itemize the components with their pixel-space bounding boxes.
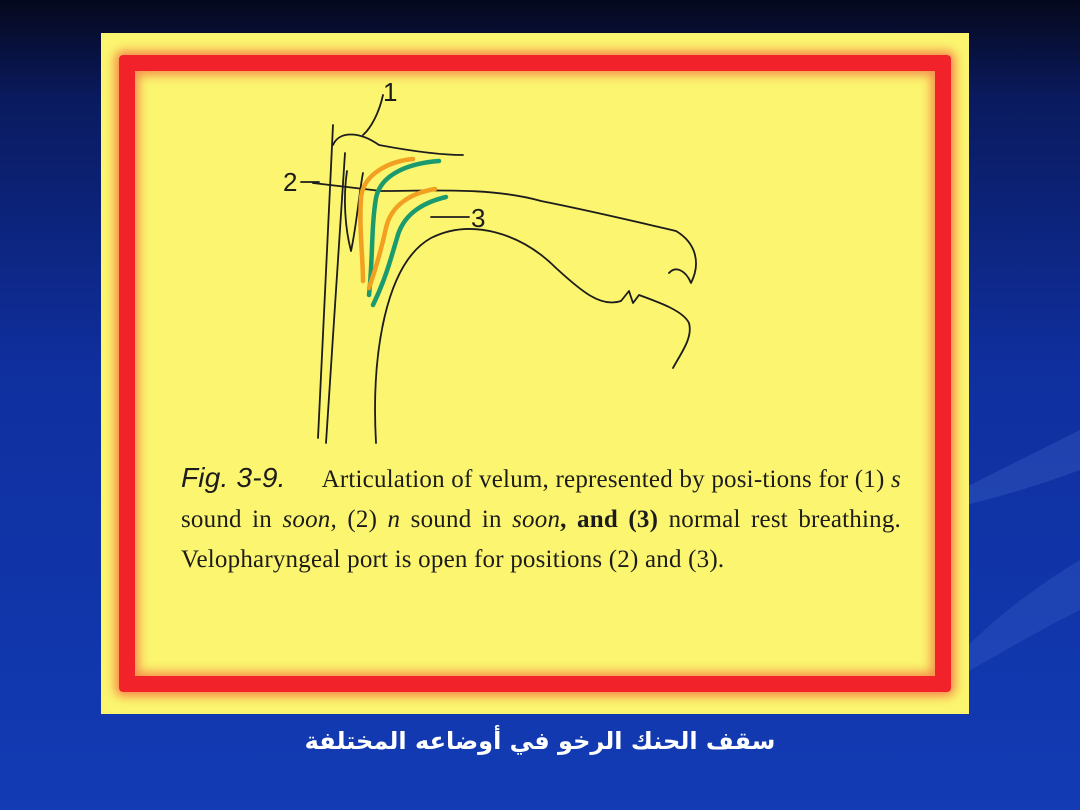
marker-1: 1 — [383, 77, 398, 107]
caption-sym-s: s — [891, 466, 901, 493]
caption-text-1: Articulation of velum, represented by posi-tions for (1) — [321, 466, 892, 493]
caption-text-6: normal rest breathing. Velopharyngeal port is open for positions (2) and (3). — [181, 506, 902, 573]
palate-outline-1 — [333, 135, 463, 156]
marker-2: 2 — [283, 167, 298, 197]
caption-text-2: sound in — [181, 506, 283, 533]
arabic-caption: سقف الحنك الرخو في أوضاعه المختلفة — [304, 727, 776, 755]
caption-text-3: (2) — [336, 506, 388, 533]
marker-1-pointer — [363, 95, 383, 135]
caption-text-5: , and (3) — [560, 506, 659, 533]
velum-position-green-1 — [369, 161, 439, 295]
velum-diagram — [101, 33, 969, 714]
caption-word-soon-2: soon — [512, 506, 561, 533]
caption-word-soon-1: soon, — [282, 506, 337, 533]
figure-panel — [101, 33, 969, 714]
caption-sym-n: n — [387, 506, 401, 533]
marker-3: 3 — [471, 203, 486, 233]
velum-position-green-2 — [373, 197, 446, 305]
pharynx-wall-line — [318, 125, 333, 438]
figure-caption — [181, 458, 901, 580]
tongue-lower-contour — [375, 229, 690, 443]
figure-label: Fig. 3-9. — [181, 462, 286, 493]
caption-text-4: sound in — [400, 506, 513, 533]
